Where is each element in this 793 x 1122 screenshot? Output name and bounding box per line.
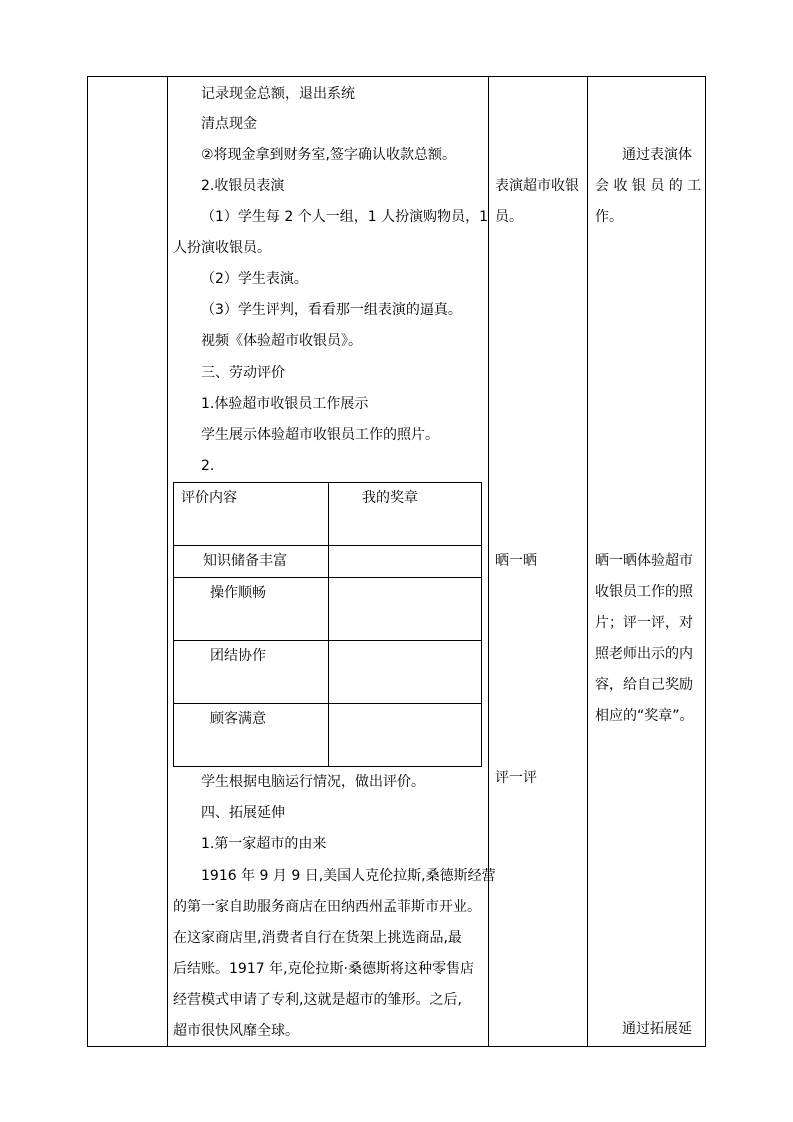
- content-line: （1）学生每 2 个人一组，1 人扮演购物员，1: [201, 209, 488, 225]
- section-heading: 四、拓展延伸: [201, 805, 285, 821]
- eval-row-label: 知识储备丰富: [203, 553, 287, 569]
- content-line: 2.: [201, 458, 215, 474]
- eval-row-label: 团结协作: [210, 648, 266, 664]
- intent-text: 通过表演体: [622, 147, 692, 163]
- column-divider-2: [488, 76, 489, 1047]
- intent-text: 容，给自己奖励: [595, 677, 693, 693]
- content-line: 1.体验超市收银员工作展示: [201, 396, 369, 412]
- intent-text: 照老师出示的内: [595, 646, 693, 662]
- content-line: 1916 年 9 月 9 日,美国人克伦拉斯,桑德斯经营: [201, 868, 496, 884]
- intent-text: 作。: [595, 209, 623, 225]
- content-line: 清点现金: [201, 116, 257, 132]
- content-line: （3）学生评判，看看那一组表演的逼真。: [201, 302, 462, 318]
- content-line: ②将现金拿到财务室,签字确认收款总额。: [201, 147, 456, 163]
- eval-row-label: 顾客满意: [210, 711, 266, 727]
- activity-text: 评一评: [495, 770, 537, 786]
- intent-text: 片；评一评，对: [595, 615, 693, 631]
- content-line: 超市很快风靡全球。: [173, 1023, 299, 1039]
- content-line: 的第一家自助服务商店在田纳西州孟菲斯市开业。: [173, 899, 481, 915]
- content-line: 记录现金总额，退出系统: [201, 86, 355, 102]
- evaluation-table-divider: [328, 482, 329, 767]
- intent-text: 晒一晒体验超市: [595, 553, 693, 569]
- section-heading: 三、劳动评价: [201, 365, 285, 381]
- intent-text: 会 收 银 员 的 工: [595, 178, 702, 194]
- content-line: 视频《体验超市收银员》。: [201, 333, 362, 349]
- activity-text: 表演超市收银: [495, 178, 579, 194]
- eval-header-content: 评价内容: [181, 490, 237, 506]
- content-line: 在这家商店里,消费者自行在货架上挑选商品,最: [173, 930, 462, 946]
- activity-text: 员。: [495, 209, 523, 225]
- column-divider-3: [587, 76, 588, 1047]
- intent-text: 通过拓展延: [622, 1021, 692, 1037]
- content-line: 经营模式申请了专利,这就是超市的雏形。之后,: [173, 992, 462, 1008]
- content-line: 1.第一家超市的由来: [201, 836, 327, 852]
- intent-text: 收银员工作的照: [595, 584, 693, 600]
- content-line: 后结账。1917 年,克伦拉斯·桑德斯将这种零售店: [173, 961, 474, 977]
- content-line: （2）学生表演。: [201, 271, 308, 287]
- eval-row-label: 操作顺畅: [210, 585, 266, 601]
- content-line: 人扮演收银员。: [173, 240, 271, 256]
- column-divider-1: [167, 76, 168, 1047]
- intent-text: 相应的“奖章”。: [595, 708, 694, 724]
- content-line: 2.收银员表演: [201, 178, 285, 194]
- eval-header-medal: 我的奖章: [362, 490, 418, 506]
- content-line: 学生展示体验超市收银员工作的照片。: [201, 427, 439, 443]
- activity-text: 晒一晒: [495, 553, 537, 569]
- content-line: 学生根据电脑运行情况，做出评价。: [201, 774, 425, 790]
